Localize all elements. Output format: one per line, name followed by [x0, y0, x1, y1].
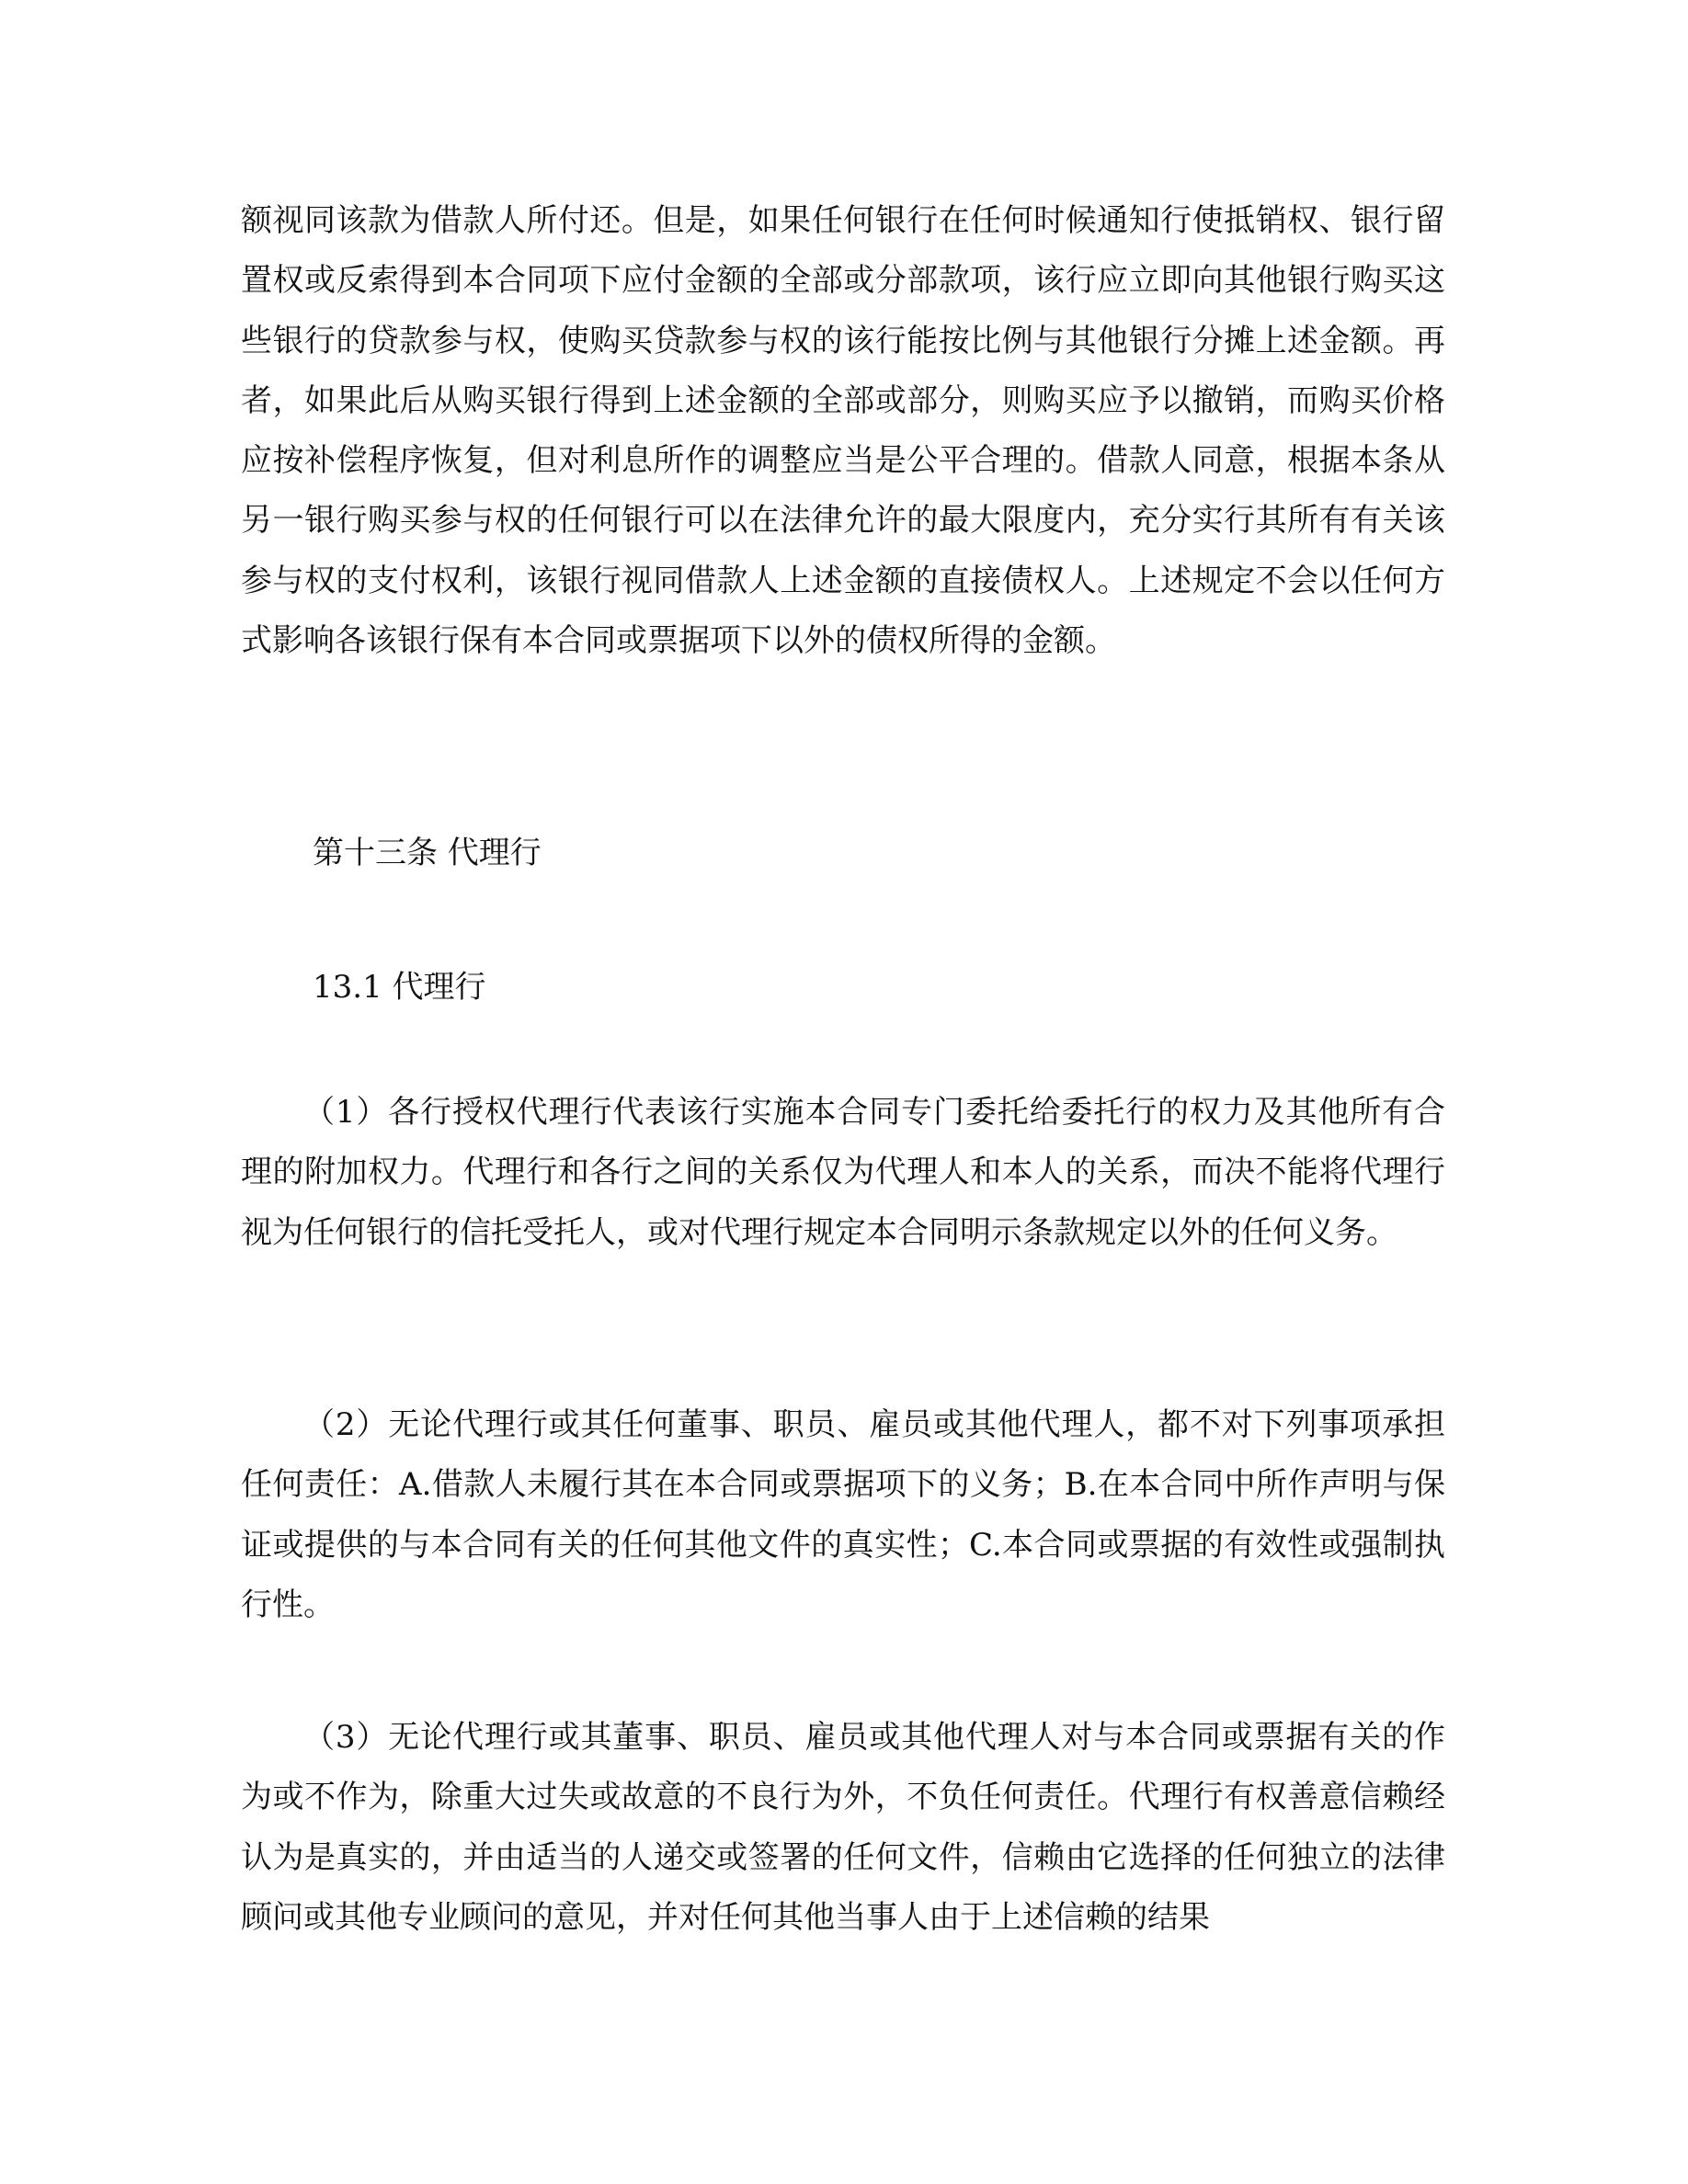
clause-1-paragraph: （1）各行授权代理行代表该行实施本合同专门委托给委托行的权力及其他所有合理的附加权力。代理行和各行之间的关系仅为代理人和本人的关系，而决不能将代理行视为任何银行的信托受托人，或对代理行规定本合同明示条款规定以外的任何义务。: [241, 1094, 1445, 1251]
clause-3-paragraph: （3）无论代理行或其董事、职员、雇员或其他代理人对与本合同或票据有关的作为或不作为，除重大过失或故意的不良行为外，不负任何责任。代理行有权善意信赖经认为是真实的，并由适当的人递交或签署的任何文件，信赖由它选择的任何独立的法律顾问或其他专业顾问的意见，并对任何其他当事人由于上述信赖的结果: [241, 1719, 1445, 1936]
continuation-paragraph: 额视同该款为借款人所付还。但是，如果任何银行在任何时候通知行使抵销权、银行留置权或反索得到本合同项下应付金额的全部或分部款项，该行应立即向其他银行购买这些银行的贷款参与权，使购买贷款参与权的该行能按比例与其他银行分摊上述金额。再者，如果此后从购买银行得到上述金额的全部或部分，则购买应予以撤销，而购买价格应按补偿程序恢复，但对利息所作的调整应当是公平合理的。借款人同意，根据本条从另一银行购买参与权的任何银行可以在法律允许的最大限度内，充分实行其所有有关该参与权的支付权利，该银行视同借款人上述金额的直接债权人。上述规定不会以任何方式影响各该银行保有本合同或票据项下以外的债权所得的金额。: [241, 202, 1445, 660]
article-heading: 第十三条 代理行: [313, 835, 542, 871]
clause-2-paragraph: （2）无论代理行或其任何董事、职员、雇员或其他代理人，都不对下列事项承担任何责任：A.借款人未履行其在本合同或票据项下的义务；B.在本合同中所作声明与保证或提供的与本合同有关的任何其他文件的真实性；C.本合同或票据的有效性或强制执行性。: [241, 1406, 1445, 1623]
section-heading: 13.1 代理行: [313, 969, 486, 1006]
